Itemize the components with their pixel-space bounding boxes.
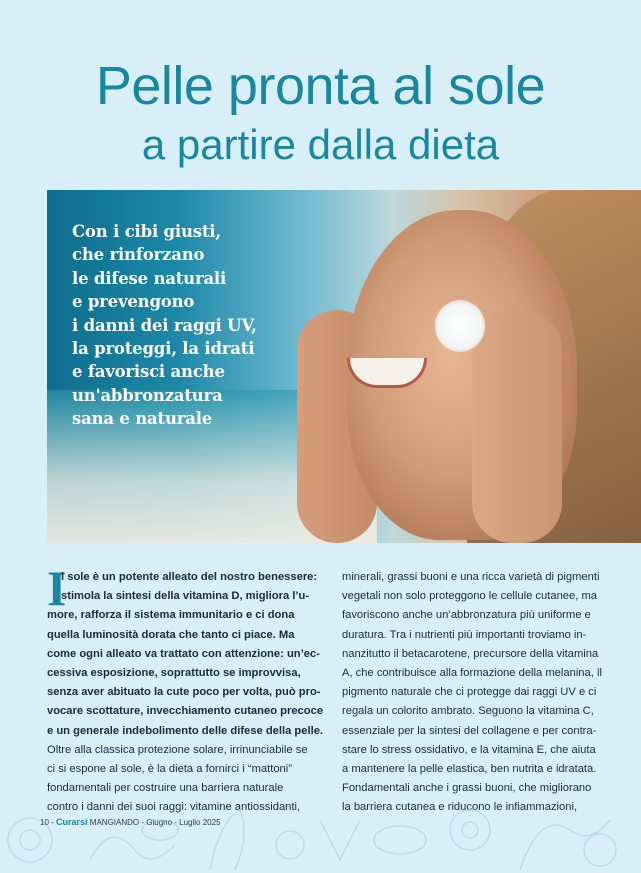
article-line: fondamentali per costruire una barriera naturale <box>47 782 284 795</box>
hero-image <box>47 190 641 543</box>
magazine-brand-sub: MANGIANDO <box>89 818 140 827</box>
hero-line: sana e naturale <box>72 409 213 429</box>
article-line: pigmento naturale che ci protegge dai raggi UV e ci <box>342 686 597 699</box>
article-line: quella luminosità dorata che tanto ci piace. Ma <box>47 628 295 641</box>
hero-line: i danni dei raggi UV, <box>72 315 257 335</box>
article-line: come ogni alleato va trattato con attenzione: un’ec- <box>47 647 320 660</box>
food-doodle-decoration <box>0 800 641 873</box>
article-line: la barriera cutanea e riducono le infiammazioni, <box>342 801 578 814</box>
article-column-right <box>342 568 602 818</box>
article-line: regala un colorito ambrato. Seguono la vitamina C, <box>342 705 594 718</box>
footer-separator: - <box>141 818 147 827</box>
page-subtitle: a partire dalla dieta <box>141 121 500 168</box>
hero-caption <box>72 220 332 431</box>
footer-separator: - <box>51 818 57 827</box>
article-column-left <box>47 560 324 818</box>
hero-line: Con i cibi giusti, <box>72 222 221 241</box>
article-line: e un generale indebolimento delle difese della pelle. <box>47 724 324 737</box>
hero-line: che rinforzano <box>72 245 205 265</box>
article-line: stimola la sintesi della vitamina D, migliora l’u- <box>61 590 310 603</box>
article-line: essenziale per la sintesi del collagene e per contra- <box>342 724 597 737</box>
article-line: nanzitutto il betacarotene, precursore della vitamina <box>342 647 599 660</box>
page-footer <box>40 817 221 827</box>
right-hand-shape <box>472 310 562 543</box>
magazine-brand: Curarsi <box>56 817 88 827</box>
article-line: a mantenere la pelle elastica, ben nutrita e idratata. <box>342 763 597 776</box>
article-line: Oltre alla classica protezione solare, irrinunciabile se <box>47 743 308 756</box>
issue-date: Giugno - Luglio 2025 <box>146 818 221 827</box>
hero-line: e prevengono <box>72 292 195 312</box>
article-line: duratura. Tra i nutrienti più importanti troviamo in- <box>342 628 587 641</box>
hero-line: e favorisci anche <box>72 362 225 382</box>
article-line: contro i danni dei suoi raggi: vitamine antiossidanti, <box>47 801 301 814</box>
hero-line: un'abbronzatura <box>72 385 223 405</box>
hero-line: la proteggi, la idrati <box>72 339 255 359</box>
article-line: vocare scottature, invecchiamento cutaneo precoce <box>47 705 324 718</box>
hero-line: le difese naturali <box>72 268 227 288</box>
article-line: more, rafforza il sistema immunitario e ci dona <box>47 609 295 622</box>
article-line: minerali, grassi buoni e una ricca varietà di pigmenti <box>342 571 600 583</box>
page-number: 10 <box>40 818 49 827</box>
article-line: A, che contribuisce alla formazione della melanina, il <box>342 667 602 680</box>
article-line: senza aver abituato la cute poco per volta, può pro- <box>47 686 321 699</box>
article-line: vegetali non solo proteggono le cellule cutanee, ma <box>342 590 598 603</box>
article-line: stare lo stress ossidativo, e la vitamina E, che aiuta <box>342 743 596 756</box>
article-line: cessiva esposizione, soprattutto se improvvisa, <box>47 667 301 680</box>
article-line: favoriscono anche un’abbronzatura più uniforme e <box>342 609 591 622</box>
article-line: Fondamentali anche i grassi buoni, che migliorano <box>342 782 592 795</box>
article-line: ci si espone al sole, è la dieta a fornirci i “mattoni” <box>47 763 292 776</box>
page-title: Pelle pronta al sole <box>95 56 546 116</box>
sunscreen-cream <box>435 300 485 352</box>
article-line: l sole è un potente alleato del nostro benessere: <box>61 571 318 583</box>
drop-cap: I <box>47 560 67 616</box>
